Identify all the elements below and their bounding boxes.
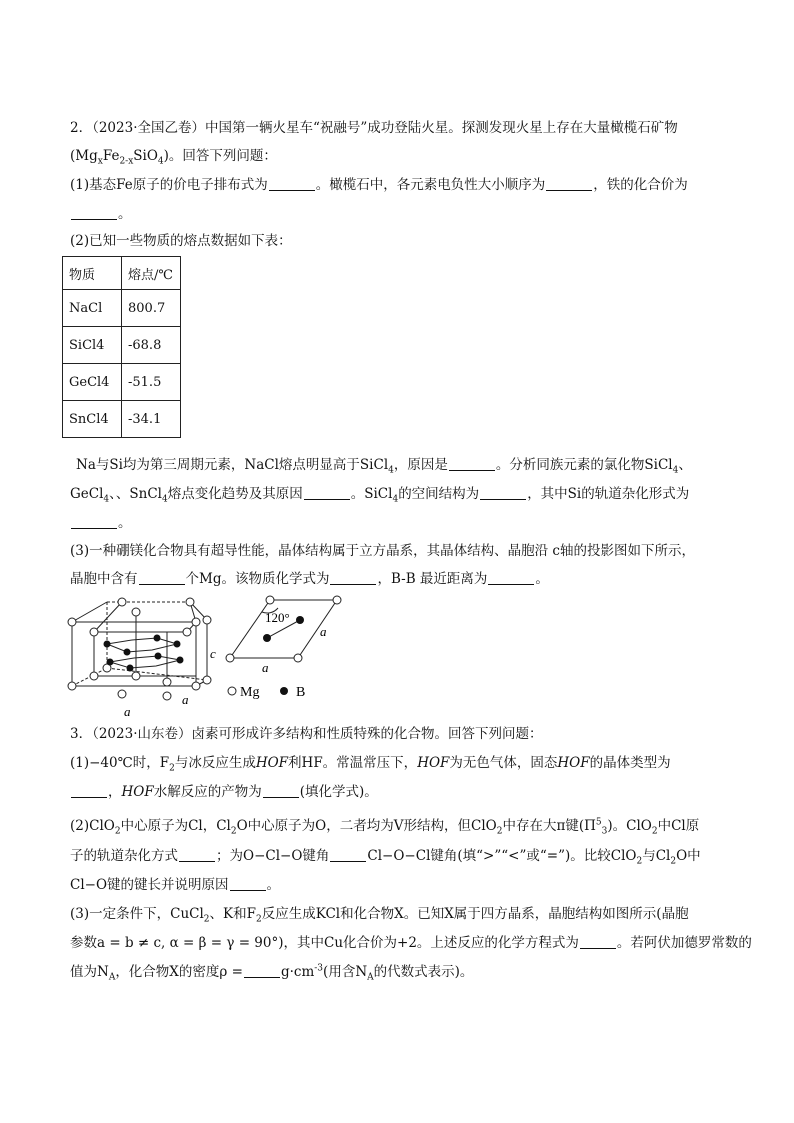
mg-atom — [192, 618, 200, 626]
b-atom — [107, 659, 114, 666]
table-cell: -51.5 — [122, 364, 181, 401]
q3-heading: 3．（2023·山东卷）卤素可形成许多结构和性质特殊的化合物。回答下列问题： — [70, 726, 543, 742]
answer-blank[interactable] — [71, 783, 107, 798]
boron-layer — [110, 656, 180, 668]
mg-atom — [68, 682, 76, 690]
q3-part3-c: 值为$N_A$，化合物X的密度$\rho = g\cdot cm^{-3}$(用含$N_A$的代数式表示)。 — [70, 963, 474, 983]
table-row — [63, 327, 181, 364]
mg-atom — [183, 628, 191, 636]
answer-blank[interactable] — [244, 963, 280, 978]
mg-atom — [90, 672, 98, 680]
cell-edge — [72, 668, 107, 686]
answer-blank[interactable] — [546, 176, 592, 191]
q2-formula-line: $(Mg_xFe_{2-x}SiO_4)$。回答下列问题： — [70, 148, 277, 167]
mg-atom — [90, 628, 98, 636]
table-row — [63, 401, 181, 438]
mg-atom — [186, 598, 194, 606]
q3-part3-a: (3)一定条件下，CuCl$_2$、K和$F_2$反应生成KCl和化合物X。已知X属于四方晶系，晶胞结构如图所示(晶胞 — [70, 906, 689, 925]
b-atom — [155, 653, 162, 660]
q2-part2-intro: (2)已知一些物质的熔点数据如下表： — [70, 233, 292, 249]
table-cell: GeCl4 — [63, 364, 122, 401]
table-cell: SiCl4 — [63, 327, 122, 364]
mg-atom — [333, 596, 341, 604]
cell-edge — [72, 602, 107, 622]
table-header-row — [63, 257, 181, 290]
axis-label-a: a — [320, 624, 327, 639]
answer-blank[interactable] — [304, 485, 350, 500]
mg-atom — [226, 654, 234, 662]
b-atom — [124, 649, 131, 656]
legend-b-symbol — [280, 687, 288, 695]
answer-blank[interactable] — [71, 514, 117, 529]
cell-edge — [107, 668, 207, 680]
q3-part2-b: 子的轨道杂化方式 ；为O−Cl−O键角 Cl−O−Cl键角(填“>”“<”或“=”)。比较ClO$_2$与$Cl_2O$中 — [70, 848, 701, 867]
answer-blank[interactable] — [449, 456, 495, 471]
answer-blank[interactable] — [330, 570, 376, 585]
q3-part1-a: (1)−40℃时，$F_2$与冰反应生成HOF利HF。常温常压下，HOF为无色气体，固态HOF的晶体类型为 — [70, 755, 671, 774]
table-row — [63, 364, 181, 401]
b-atom — [263, 634, 271, 642]
mg-atom — [192, 682, 200, 690]
q2-part2-a: Na与Si均为第三周期元素，NaCl熔点明显高于SiCl$_4$，原因是 。分析同族元素的氯化物SiCl$_4$、 — [76, 457, 692, 476]
legend-mg-symbol — [228, 687, 236, 695]
mg-atom — [163, 692, 171, 700]
answer-blank[interactable] — [488, 570, 534, 585]
axis-label-a: a — [262, 660, 269, 675]
axis-label-a: a — [124, 704, 131, 719]
b-atom — [104, 641, 111, 648]
q3-part2-c: Cl−O键的键长并说明原因 。 — [70, 877, 281, 893]
table-header-cell: 熔点/℃ — [122, 257, 181, 290]
answer-blank[interactable] — [480, 485, 526, 500]
b-atom — [154, 635, 161, 642]
q2-part1: (1)基态Fe原子的价电子排布式为 。橄榄石中，各元素电负性大小顺序为 ，铁的化合价为 — [70, 177, 688, 193]
mg-atom — [266, 596, 274, 604]
answer-blank[interactable] — [580, 934, 616, 949]
table-cell: 800.7 — [122, 290, 181, 327]
axis-label-a: a — [182, 692, 189, 707]
b-atom — [296, 616, 304, 624]
answer-blank[interactable] — [71, 205, 117, 220]
answer-blank[interactable] — [179, 847, 215, 862]
crystal-structure-figure — [62, 592, 352, 722]
b-atom — [127, 665, 134, 672]
melting-point-table — [62, 256, 181, 438]
q3-part1-b: ，HOF水解反应的产物为 (填化学式)。 — [70, 783, 378, 801]
table-row — [63, 290, 181, 327]
q3-part3-b: 参数a = b ≠ c, α = β = γ = 90°)，其中Cu化合价为+2。上述反应的化学方程式为 。若阿伏加德罗常数的 — [70, 935, 752, 951]
b-atom — [174, 641, 181, 648]
q2-part2-c: 。 — [70, 514, 132, 532]
q2-part1-cont: 。 — [70, 205, 132, 223]
q3-part2-a: (2)ClO$_2$中心原子为Cl，$Cl_2O$中心原子为O，二者均为V形结构，但ClO$_2$中存在大π键$(\Pi^5_3)$。ClO$_2$中Cl原 — [70, 817, 700, 837]
mg-atom — [118, 598, 126, 606]
answer-blank[interactable] — [330, 847, 366, 862]
mg-atom — [132, 608, 140, 616]
axis-label-c: c — [210, 646, 216, 661]
mg-atom — [132, 672, 140, 680]
answer-blank[interactable] — [139, 570, 185, 585]
table-header-cell: 物质 — [63, 257, 122, 290]
q2-heading: 2．（2023·全国乙卷）中国第一辆火星车“祝融号”成功登陆火星。探测发现火星上存在大量橄榄石矿物 — [70, 120, 678, 136]
q2-part3-b: 晶胞中含有 个Mg。该物质化学式为 ，B-B 最近距离为 。 — [70, 571, 549, 587]
q2-part3-a: (3)一种硼镁化合物具有超导性能，晶体结构属于立方晶系，其晶体结构、晶胞沿 c轴的投影图如下所示， — [70, 543, 695, 559]
mg-atom — [118, 690, 126, 698]
mg-atom — [294, 654, 302, 662]
answer-blank[interactable] — [269, 176, 315, 191]
b-atom — [177, 657, 184, 664]
q2-part2-b: GeCl$_4$、、SnCl$_4$熔点变化趋势及其原因 。SiCl$_4$的空间结构为 ，其中Si的轨道杂化形式为 — [70, 486, 690, 505]
legend-b-label: B — [296, 685, 306, 700]
table-cell: SnCl4 — [63, 401, 122, 438]
mg-atom — [203, 676, 211, 684]
mg-atom — [68, 618, 76, 626]
mg-atom — [163, 678, 171, 686]
answer-blank[interactable] — [263, 783, 299, 798]
table-cell: -34.1 — [122, 401, 181, 438]
answer-blank[interactable] — [230, 876, 266, 891]
angle-label: 120° — [265, 610, 290, 625]
table-cell: -68.8 — [122, 327, 181, 364]
table-cell: NaCl — [63, 290, 122, 327]
mg-atom — [203, 616, 211, 624]
legend-mg-label: Mg — [240, 685, 260, 700]
